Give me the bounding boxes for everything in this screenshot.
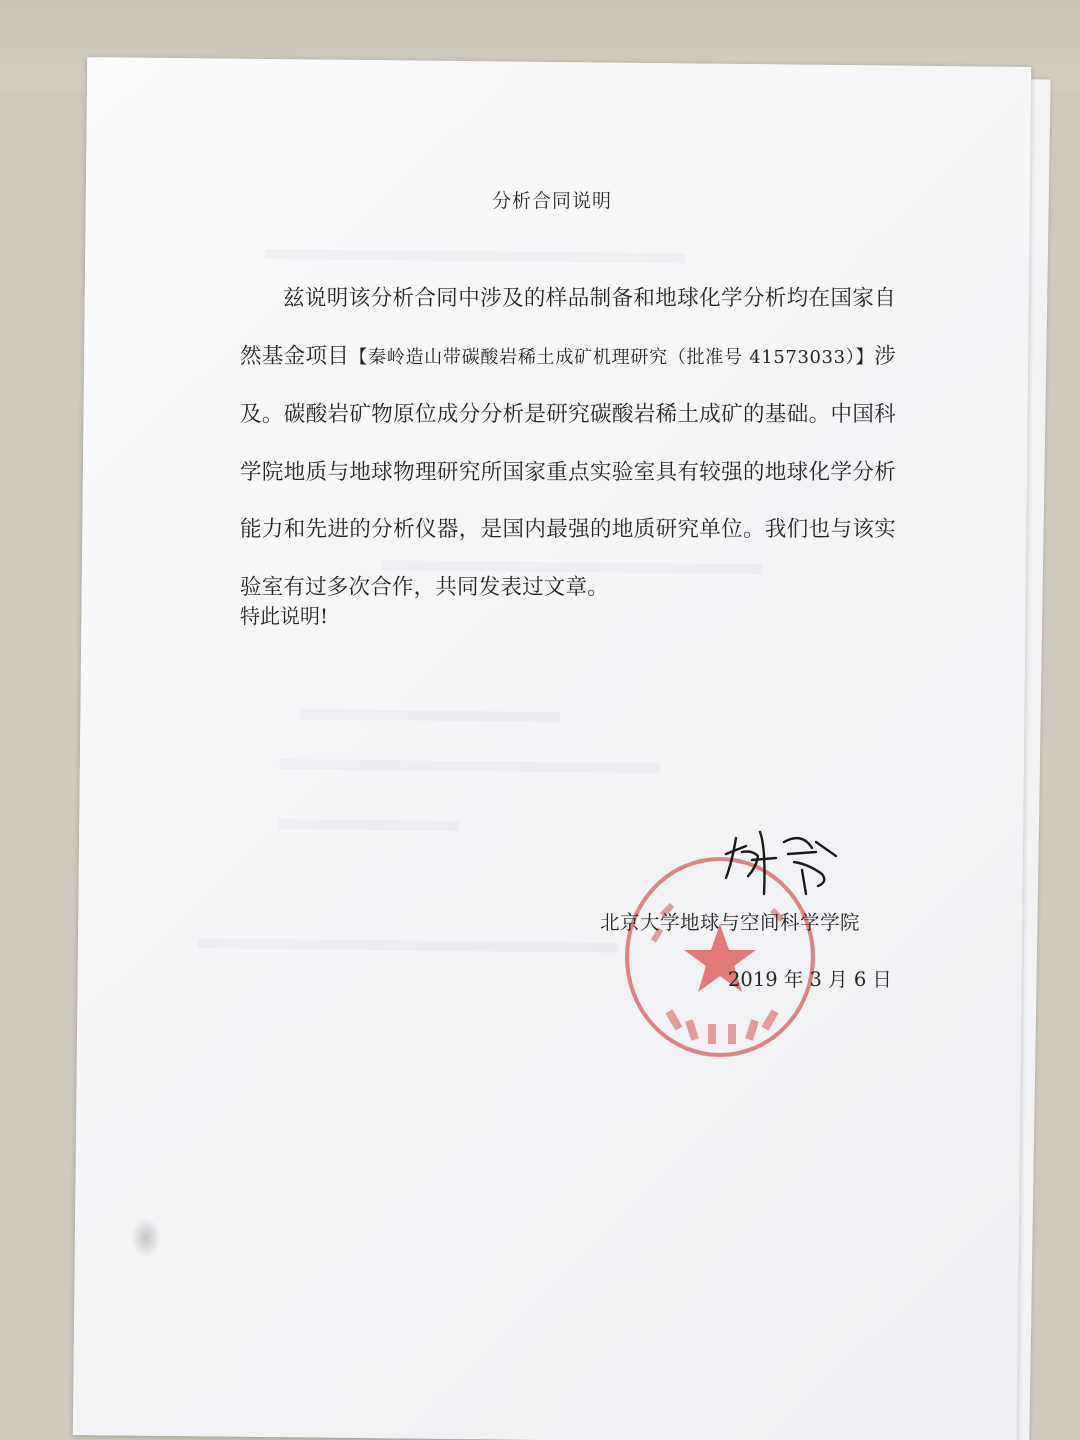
project-reference: 【秦岭造山带碳酸岩稀土成矿机理研究（批准号 41573033）】 (349, 346, 875, 368)
handwritten-signature (712, 812, 842, 902)
paragraph-intro: 兹说明该分析合同中涉及的样品制备和地球化学分析均在国家自然基金项目 (240, 286, 896, 369)
closing-remark: 特此说明! (240, 604, 329, 628)
body-paragraph (240, 270, 896, 616)
document-content (80, 62, 1024, 1440)
signing-organization: 北京大学地球与空间科学学院 (600, 911, 861, 934)
document-title: 分析合同说明 (491, 190, 612, 212)
document-page (73, 57, 1031, 1440)
paragraph-continuation: 涉及。碳酸岩矿物原位成分分析是研究碳酸岩稀土成矿的基础。中国科学院地质与地球物理研究所国家重点实验室具有较强的地球化学分析能力和先进的分析仪器，是国内最强的地质研究单位。我们也与该实验室有过多次合作，共同发表过文章。 (240, 343, 896, 600)
document-date: 2019 年 3 月 6 日 (728, 968, 892, 991)
paper-smudge (131, 1218, 161, 1258)
